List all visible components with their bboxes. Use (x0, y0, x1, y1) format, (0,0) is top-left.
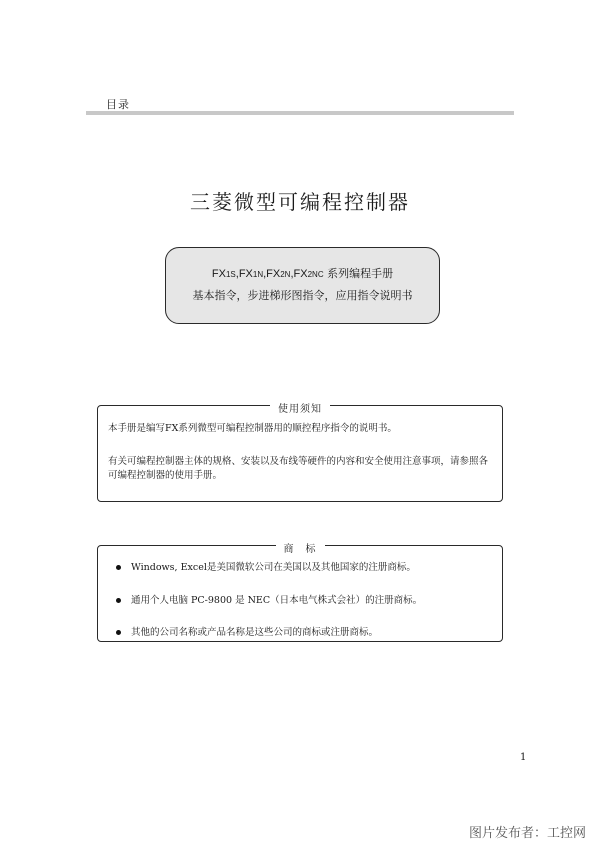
notice-title: 使用须知 (270, 404, 330, 415)
trademark-item: Windows, Excel是美国微软公司在美国以及其他国家的注册商标。 (116, 559, 416, 573)
notice-paragraph: 有关可编程控制器主体的规格、安装以及布线等硬件的内容和安全使用注意事项，请参照各可编程控制器的使用手册。 (108, 456, 489, 481)
series-text: 系列编程手册 (323, 267, 394, 280)
header-rule (86, 111, 514, 115)
model-sub: 2N (280, 270, 291, 279)
header-label: 目录 (106, 98, 130, 111)
watermark: 图片发布者：工控网 (468, 826, 586, 841)
trademark-title: 商 标 (276, 544, 325, 555)
model-name: FX (238, 268, 253, 280)
cover-box (165, 247, 440, 324)
cover-subtitle: 基本指令，步进梯形图指令，应用指令说明书 (192, 289, 413, 302)
model-sep: , (235, 268, 239, 280)
model-sub: 1N (252, 270, 264, 279)
trademark-item: 其他的公司名称或产品名称是这些公司的商标或注册商标。 (116, 624, 378, 638)
model-sub: 1S (225, 270, 236, 279)
bullet-icon (116, 630, 121, 635)
model-sep: , (290, 268, 294, 280)
trademark-box (97, 545, 503, 642)
page-number: 1 (520, 752, 527, 763)
notice-box (97, 405, 503, 502)
trademark-item: 通用个人电脑 PC-9800 是 NEC（日本电气株式会社）的注册商标。 (116, 592, 422, 606)
bullet-icon (116, 565, 121, 570)
bullet-icon (116, 598, 121, 603)
notice-paragraph: 本手册是编写FX系列微型可编程控制器用的顺控程序指令的说明书。 (108, 423, 397, 434)
model-name: FX (266, 268, 281, 280)
model-name: FX (293, 268, 308, 280)
model-sep: , (263, 268, 267, 280)
model-name: FX (211, 268, 226, 280)
cover-models (166, 265, 439, 281)
model-sub: 2NC (307, 270, 324, 279)
page-title: 三菱微型可编程控制器 (190, 190, 410, 214)
